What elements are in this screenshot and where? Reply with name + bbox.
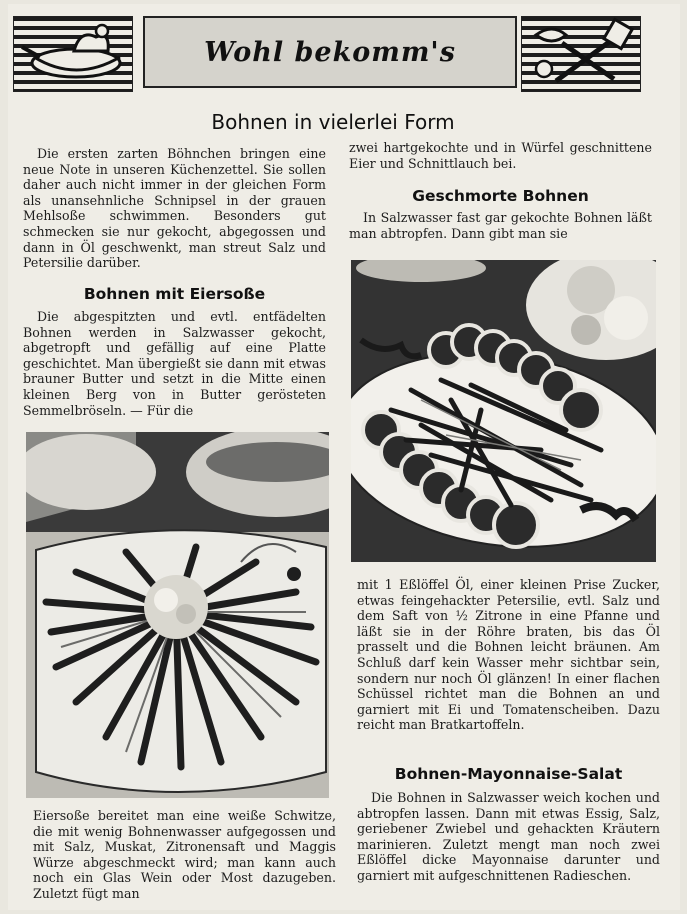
mayonnaise-text: Die Bohnen in Salzwasser weich kochen und abtropfen lassen. Dann mit etwas Essig, Salz, geriebener Zwiebel und gehackten Kräutern marinieren. Zuletzt mengt man noch zwei Eßlöffel dicke Mayonnaise darunter und garniert mit aufgeschnittenen Radieschen. [357,790,660,883]
geschmorte-text-part1: In Salzwasser fast gar gekochte Bohnen läßt man abtropfen. Dann gibt man sie [349,210,652,241]
eiersosse-text-part1: Die abgespitzten und evtl. entfädelten Bohnen werden in Salzwasser gekocht, abgetropft und gefällig auf eine Platte geschichtet. Man übergießt sie dann mit etwas brauner Butter und setzt in die Mitte einen kleinen Berg von in Butter gerösteten Semmelbröseln. — Für die [23,309,326,418]
bowl-with-bread-icon [13,16,133,92]
cutlery-icon [521,16,641,92]
eiersosse-text-part3: zwei hartgekochte und in Würfel geschnittene Eier und Schnittlauch bei. [349,140,652,171]
header-title: Wohl bekomm's [204,36,456,68]
article-title: Bohnen in vielerlei Form [211,110,455,134]
photo-bean-platter [26,432,329,798]
intro-paragraph: Die ersten zarten Böhnchen bringen eine neue Note in unseren Küchenzettel. Sie sollen daher auch nicht immer in der gleichen Form als unansehnliche Schnipsel in der grauen Mehlsoße schwimmen. Besonders gut schmecken sie nur gekocht, abgegossen und dann in Öl geschwenkt, man streut Salz und Petersilie darüber. [23,146,326,271]
header-title-box [143,16,517,88]
section-heading-eiersosse: Bohnen mit Eiersoße [83,285,266,303]
photo-oval-bean-dish [351,260,656,562]
eiersosse-text-part2: Eiersoße bereitet man eine weiße Schwitze, die mit wenig Bohnenwasser aufgegossen und mit Salz, Muskat, Zitronensaft und Maggis Würze abgeschmeckt wird; man kann auch noch ein Glas Wein oder Most dazugeben. Zuletzt fügt man [33,808,336,901]
geschmorte-text-part2: mit 1 Eßlöffel Öl, einer kleinen Prise Zucker, etwas feingehackter Petersilie, evtl. Salz und dem Saft von ½ Zitrone in eine Pfanne und läßt sie in der Röhre braten, bis das Öl prasselt und die Bohnen leicht bräunen. Am Schluß darf kein Wasser mehr sichtbar sein, sondern nur noch Öl glänzen! In einer flachen Schüssel richtet man die Bohnen an und garniert mit Ei und Tomatenscheiben. Dazu reicht man Bratkartoffeln. [357,577,660,733]
section-heading-geschmorte: Geschmorte Bohnen [412,187,589,205]
section-heading-mayonnaise: Bohnen-Mayonnaise-Salat [394,765,623,783]
